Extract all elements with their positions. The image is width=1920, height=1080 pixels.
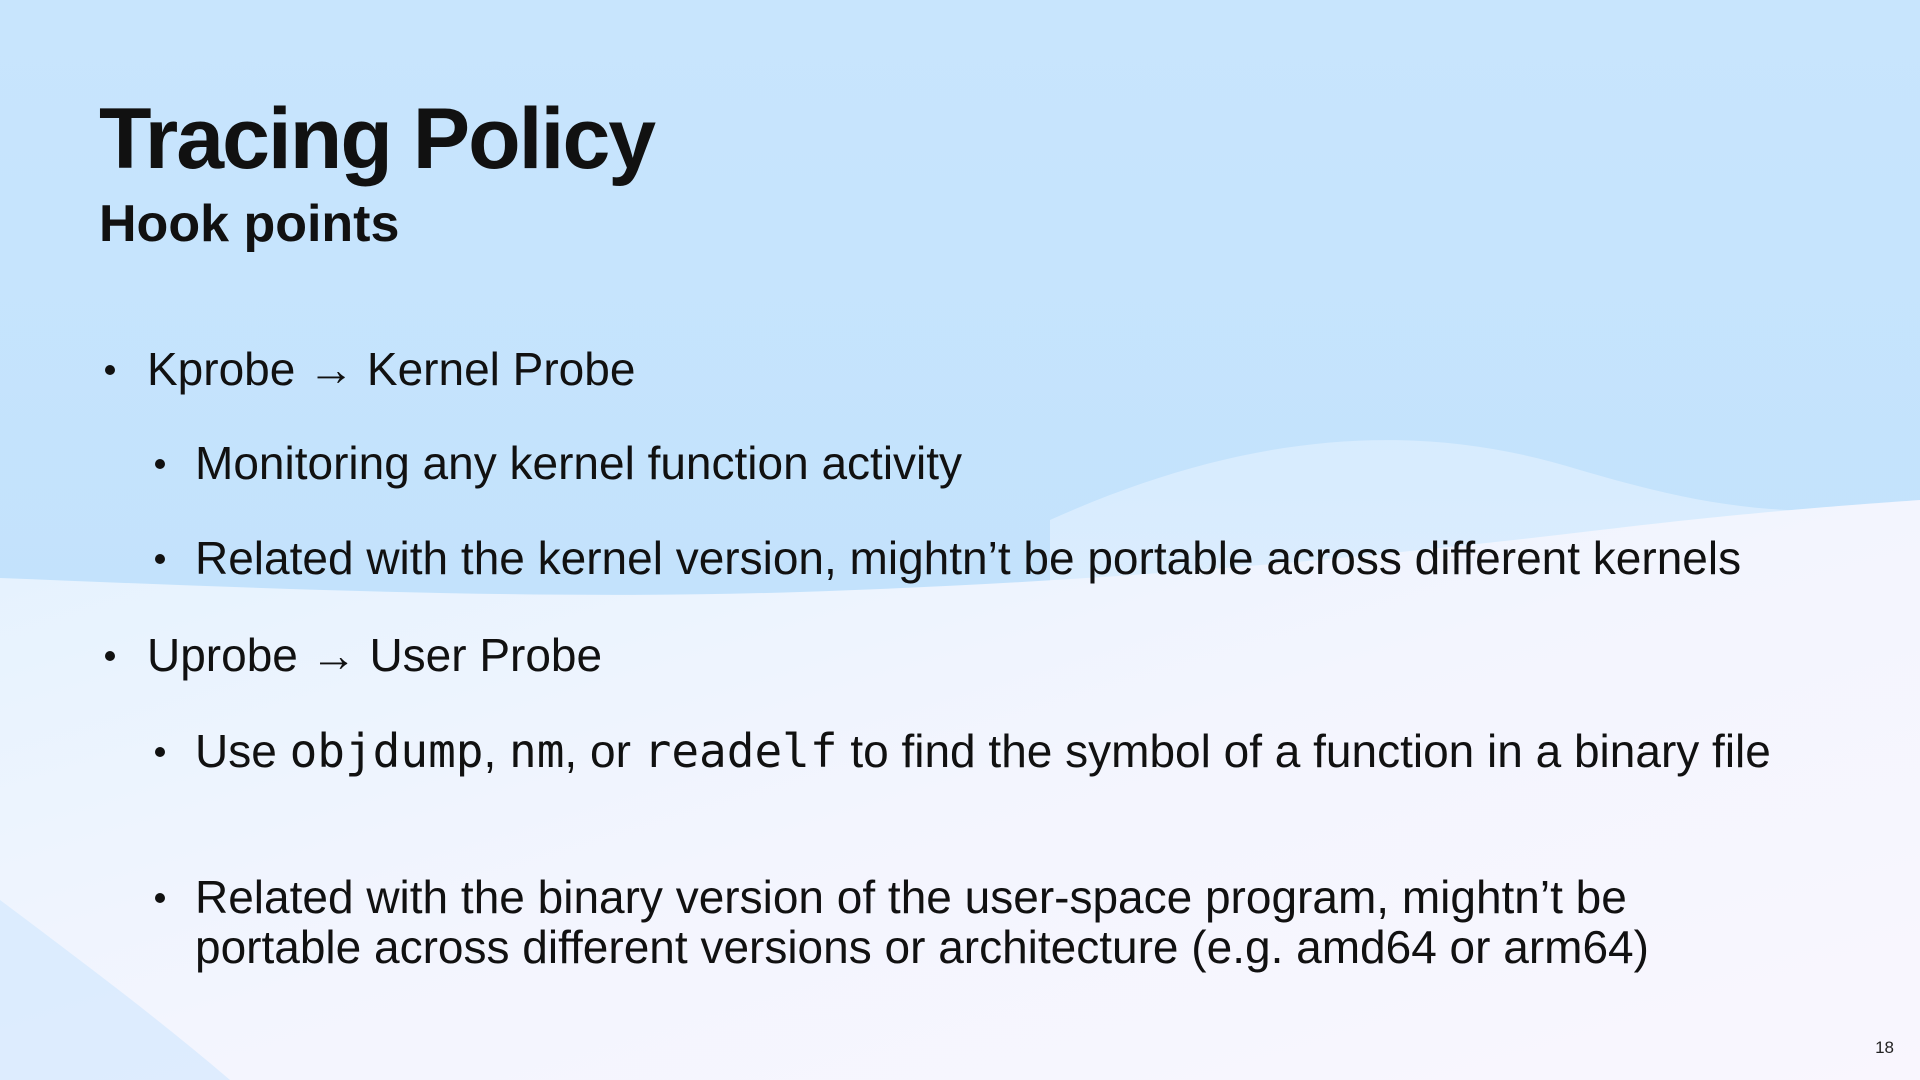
uprobe-text: User Probe (369, 629, 603, 681)
bullet-kprobe-sub1 (195, 438, 1795, 488)
bullet-dot (155, 554, 165, 564)
arrow-right-icon: → (310, 629, 357, 681)
bullet-dot (155, 893, 165, 903)
bullet-uprobe (147, 630, 1847, 680)
bullet-dot (155, 747, 165, 757)
bullet-kprobe-sub2 (195, 533, 1795, 583)
code-readelf: readelf (643, 724, 838, 778)
uprobe-label: Uprobe (147, 629, 298, 681)
separator-comma: , (483, 725, 497, 777)
uprobe-sub1-use: Use (195, 725, 277, 777)
page-number: 18 (1875, 1038, 1894, 1057)
uprobe-sub1-rest: to find the symbol of a function in a binary file (850, 725, 1771, 777)
kprobe-sub1-text: Monitoring any kernel function activity (195, 437, 963, 489)
code-objdump: objdump (289, 724, 484, 778)
kprobe-label: Kprobe (147, 343, 296, 395)
bullet-uprobe-sub2 (195, 872, 1795, 972)
bullet-dot (155, 459, 165, 469)
separator-or: , or (564, 725, 631, 777)
code-nm: nm (509, 724, 565, 778)
bullet-dot (105, 365, 115, 375)
kprobe-sub2-text: Related with the kernel version, mightn’t be portable across different kernels (195, 532, 1742, 584)
kprobe-text: Kernel Probe (366, 343, 636, 395)
bullet-dot (105, 651, 115, 661)
slide-title: Tracing Policy (99, 91, 655, 187)
slide-subtitle: Hook points (99, 195, 400, 253)
uprobe-sub2-text: Related with the binary version of the user-space program, mightn’t be portable across different versions or architecture (e.g. amd64 or arm64) (195, 871, 1649, 973)
bullet-uprobe-sub1 (195, 726, 1795, 776)
arrow-right-icon: → (308, 343, 355, 395)
bullet-kprobe (147, 344, 1847, 394)
